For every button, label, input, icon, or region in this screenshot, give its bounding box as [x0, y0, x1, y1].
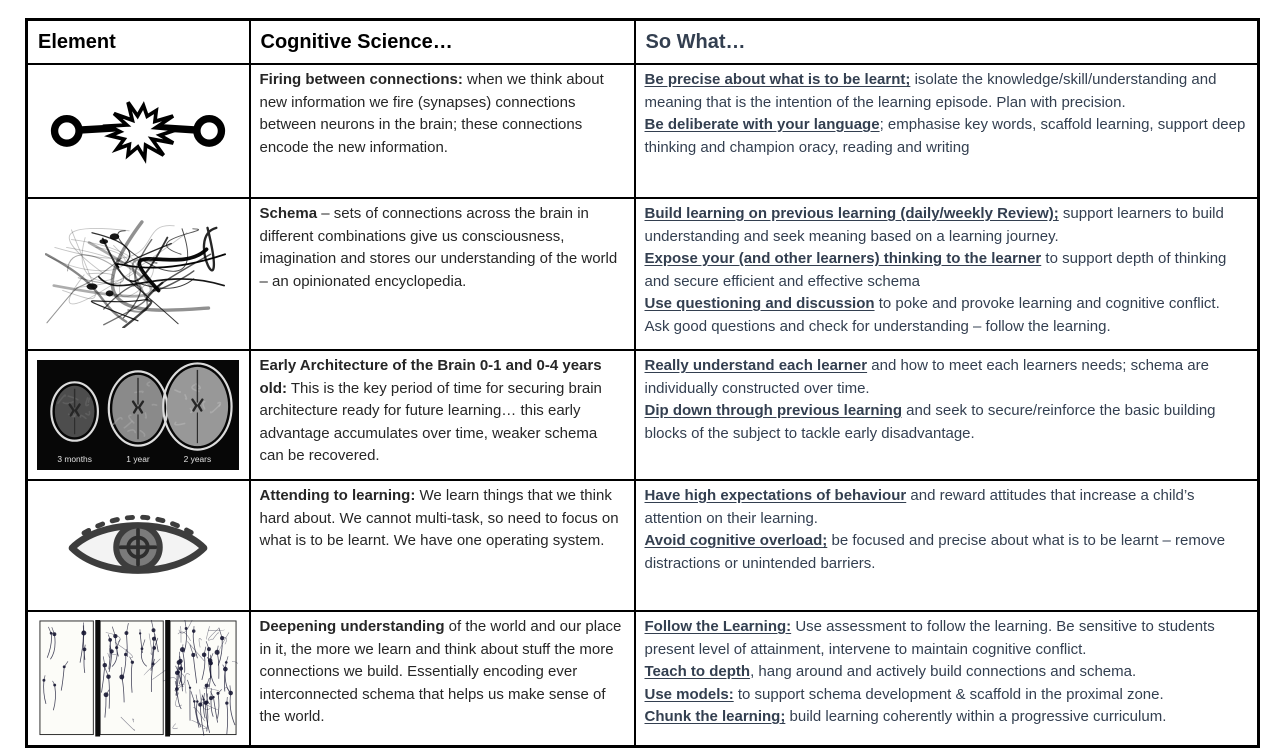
table-row: [27, 350, 1259, 480]
cognitive-science-table: [25, 18, 1260, 748]
element-cell: [27, 480, 250, 611]
cognitive-science-cell: [250, 611, 635, 747]
scan-label-3-months: 3 months: [58, 454, 93, 464]
bold-lead: Follow the Learning:: [645, 618, 792, 635]
scan-label-1-year: 1 year: [127, 454, 151, 464]
text-paragraph: Deepening understanding of the world and our place in it, the more we learn and think about stuff the more connections we build. Essentially encoding ever interconnected schema that helps us make sense of the world.: [260, 616, 625, 729]
bold-lead: Schema: [260, 205, 318, 222]
text-paragraph: Schema – sets of connections across the brain in different combinations give us consciousness, imagination and stores our understanding of the world – an opinionated encyclopedia.: [260, 203, 625, 293]
scan-label-2-years: 2 years: [184, 454, 212, 464]
bold-lead: Early Architecture of the Brain 0-1 and 0-4 years old:: [260, 357, 602, 397]
text-paragraph: Avoid cognitive overload; be focused and precise about what is to be learnt – remove distractions or unintended barriers.: [645, 530, 1249, 575]
bold-lead: Have high expectations of behaviour: [645, 487, 907, 504]
table-row: [27, 480, 1259, 611]
element-cell: [27, 350, 250, 480]
text-paragraph: Teach to depth, hang around and actively build connections and schema.: [645, 661, 1249, 684]
table-row: [27, 198, 1259, 350]
element-cell: [27, 611, 250, 747]
text-paragraph: Firing between connections: when we think about new information we fire (synapses) connections between neurons in the brain; these connections encode the new information.: [260, 69, 625, 159]
bold-lead: Chunk the learning;: [645, 708, 786, 725]
text-paragraph: Chunk the learning; build learning coherently within a progressive curriculum.: [645, 706, 1249, 729]
so-what-cell: [635, 198, 1259, 350]
bold-lead: Use questioning and discussion: [645, 295, 875, 312]
brain-mri-growth-image: [37, 360, 239, 471]
bold-lead: Dip down through previous learning: [645, 402, 903, 419]
so-what-cell: [635, 611, 1259, 747]
text-paragraph: Use models: to support schema development & scaffold in the proximal zone.: [645, 684, 1249, 707]
bold-lead: Teach to depth: [645, 663, 751, 680]
bold-lead: Be precise about what is to be learnt;: [645, 71, 911, 88]
text-paragraph: Use questioning and discussion to poke and provoke learning and cognitive conflict. Ask good questions and check for understanding – follow the learning.: [645, 293, 1249, 338]
element-cell: [27, 198, 250, 350]
header-so-what: So What…: [635, 20, 1259, 65]
text-paragraph: Expose your (and other learners) thinking to the learner to support depth of thinking and secure efficient and effective schema: [645, 248, 1249, 293]
so-what-cell: [635, 64, 1259, 198]
text-paragraph: Build learning on previous learning (daily/weekly Review); support learners to build understanding and seek meaning based on a learning journey.: [645, 203, 1249, 248]
bold-lead: Avoid cognitive overload;: [645, 532, 828, 549]
text-paragraph: Dip down through previous learning and seek to secure/reinforce the basic building blocks of the subject to tackle early disadvantage.: [645, 400, 1249, 445]
cognitive-science-cell: [250, 480, 635, 611]
text-paragraph: Be precise about what is to be learnt; isolate the knowledge/skill/understanding and meaning that is the intention of the learning episode. Plan with precision.: [645, 69, 1249, 114]
table-row: [27, 64, 1259, 198]
synapse-firing-icon: [48, 81, 228, 181]
bold-lead: Build learning on previous learning (daily/weekly Review);: [645, 205, 1059, 222]
bold-lead: Really understand each learner: [645, 357, 868, 374]
bold-lead: Be deliberate with your language: [645, 116, 880, 133]
text-paragraph: Attending to learning: We learn things that we think hard about. We cannot multi-task, so need to focus on what is to be learnt. We have one operating system.: [260, 485, 625, 553]
element-cell: [27, 64, 250, 198]
header-element: Element: [27, 20, 250, 65]
header-cognitive-science: Cognitive Science…: [250, 20, 635, 65]
neuron-growth-drawings-image: [38, 620, 238, 737]
text-paragraph: Be deliberate with your language; emphasise key words, scaffold learning, support deep thinking and champion oracy, reading and writing: [645, 114, 1249, 159]
text-paragraph: Have high expectations of behaviour and reward attitudes that increase a child’s attention on their learning.: [645, 485, 1249, 530]
neural-network-image: [45, 220, 231, 328]
text-paragraph: Early Architecture of the Brain 0-1 and 0-4 years old: This is the key period of time for securing brain architecture ready for future learning… this early advantage accumulates over time, weaker schema can be recovered.: [260, 355, 625, 468]
bold-lead: Attending to learning:: [260, 487, 416, 504]
bold-lead: Firing between connections:: [260, 71, 463, 88]
so-what-cell: [635, 480, 1259, 611]
attention-eye-icon: [63, 500, 213, 592]
table-row: [27, 611, 1259, 747]
cognitive-science-cell: [250, 350, 635, 480]
cognitive-science-cell: [250, 198, 635, 350]
bold-lead: Use models:: [645, 686, 734, 703]
so-what-cell: [635, 350, 1259, 480]
header-row: [27, 20, 1259, 65]
bold-lead: Expose your (and other learners) thinking to the learner: [645, 250, 1042, 267]
text-paragraph: Follow the Learning: Use assessment to follow the learning. Be sensitive to students present level of attainment, intervene to maintain cognitive conflict.: [645, 616, 1249, 661]
bold-lead: Deepening understanding: [260, 618, 445, 635]
cognitive-science-cell: [250, 64, 635, 198]
text-paragraph: Really understand each learner and how to meet each learners needs; schema are individually constructed over time.: [645, 355, 1249, 400]
